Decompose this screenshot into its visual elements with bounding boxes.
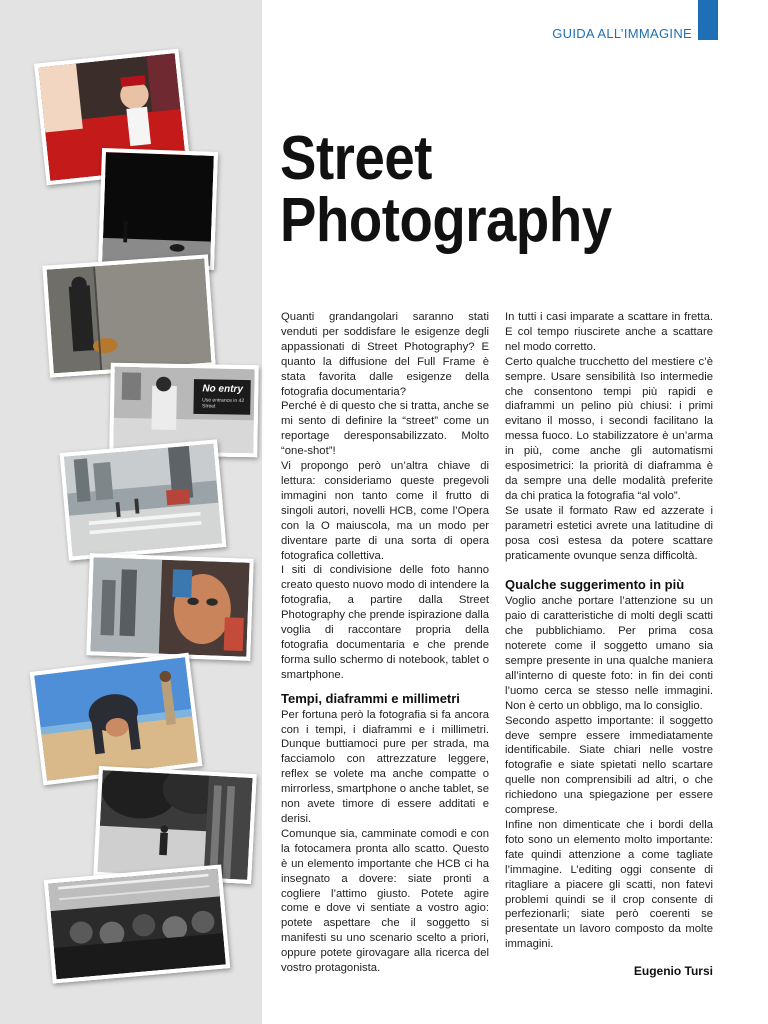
photo-night-street: [98, 148, 218, 270]
photo-street-art: [86, 553, 253, 661]
paragraph: In tutti i casi imparate a scattare in fretta. E col tempo riuscirete anche a scattare nel modo corretto.: [505, 311, 713, 353]
article-column-right: [505, 310, 713, 979]
sign-text: No entry: [202, 383, 244, 396]
author-byline: Eugenio Tursi: [633, 964, 713, 979]
photo-city-crosswalk: [60, 439, 227, 560]
article-column-left: [281, 310, 489, 976]
photo-tree-path: [93, 766, 257, 884]
paragraph: Se usate il formato Raw ed azzerate i parametri estetici avrete una latitudine di posa così estesa da potere scattare praticamente ovunque senza difficoltà.: [505, 504, 713, 562]
photo-wall-dog: [42, 254, 215, 377]
paragraph: Infine non dimenticate che i bordi della foto sono un elemento molto importante: fate quindi attenzione a come tagliate l’immagine. L’editing oggi consente di ritagliare a piacere gli scatti, non fatevi problemi quindi se il crop consente di perfezionarli; siate però coerenti se presentate un lavoro composto da molte immagini.: [505, 819, 713, 951]
paragraph: Comunque sia, camminate comodi e con la fotocamera pronta allo scatto. Questo è un elemento importante che HCB ci ha insegnato a dovere: siate pronti a cogliere l’attimo giusto. Potete agire come e dove vi sentiate a vostro agio: potete aspettare che il soggetto si manifesti su uno scenario scelto a priori, oppure potete girovagare alla ricerca del vostro protagonista.: [281, 827, 489, 975]
subheading: Tempi, diaframmi e millimetri: [281, 690, 460, 706]
paragraph: Perché è di questo che si tratta, anche se mi sento di definire la “street” come un reportage deresponsabilizzato. Molto “one-shot”!: [281, 400, 489, 458]
title-line-1: Street: [280, 124, 433, 193]
photo-sidebar: [0, 0, 262, 1024]
paragraph: Quanti grandangolari saranno stati venduti per soddisfare le esigenze degli appassionati di Street Photography? E quanto la diffusione del Full Frame è stata favorita dalle esigenze della fotografia documentaria?: [281, 311, 489, 398]
paragraph: Per fortuna però la fotografia si fa ancora con i tempi, i diaframmi e i millimetri. Dunque buttiamoci pure per strada, ma facciamolo con attrezzature leggere, reflex se volete ma anche compatte o mirrorless, smartphone o anche tablet, se non avete timore di essere additati e derisi.: [281, 708, 489, 825]
section-tab-marker: [698, 0, 718, 40]
paragraph: Certo qualche trucchetto del mestiere c’è sempre. Usare sensibilità Iso intermedie che consentono tempi più rapidi e diaframmi un pelino più chiusi: i primi evitano il mosso, i secondi facilitano la messa fuoco. Lo stabilizzatore è un’arma in più, come anche gli automatismi esposimetrici: la priorità di diaframma è da sempre una delle modalità preferite da chi pratica la fotografia “al volo”.: [505, 355, 713, 502]
page-title: [280, 124, 612, 255]
photo-beach: [30, 653, 203, 786]
paragraph: I siti di condivisione delle foto hanno creato questo nuovo modo di intendere la fotografia, a partire dalla Street Photography che prende ispirazione dalla voglia di raccontare propria della fotografia documentaria e che prende forma sullo schermo di notebook, tablet o smartphone.: [281, 564, 489, 681]
paragraph: Secondo aspetto importante: il soggetto deve sempre essere immediatamente identificabile. Siate chiari nelle vostre fotografie e siate spietati nello scartare quelle non comprensibili ad altri, o che richiedono una spiegazione per essere comprese.: [505, 714, 713, 817]
paragraph: Voglio anche portare l’attenzione su un paio di caratteristiche di molti degli scatti che pubblichiamo. Per prima cosa noterete come il soggetto umano sia sempre presente in una qualche maniera all’interno di queste foto: in fin dei conti l’uomo cerca se stesso nelle immagini. Non è certo un obbligo, ma lo consiglio.: [505, 595, 713, 712]
section-label: GUIDA ALL’IMMAGINE: [552, 26, 692, 41]
subheading: Qualche suggerimento in più: [505, 577, 685, 593]
sign-subtext: Use entrance in 42 Street: [202, 397, 245, 410]
paragraph: Vi propongo però un’altra chiave di lettura: consideriamo queste pregevoli immagini non tanto come il frutto di singoli autori, novelli HCB, come l’Opera con la O maiuscola, ma un modo per diventare parte di una sorta di opera fotografica collettiva.: [281, 460, 489, 562]
title-line-2: Photography: [280, 186, 612, 255]
photo-subway-crowd: [44, 864, 230, 983]
